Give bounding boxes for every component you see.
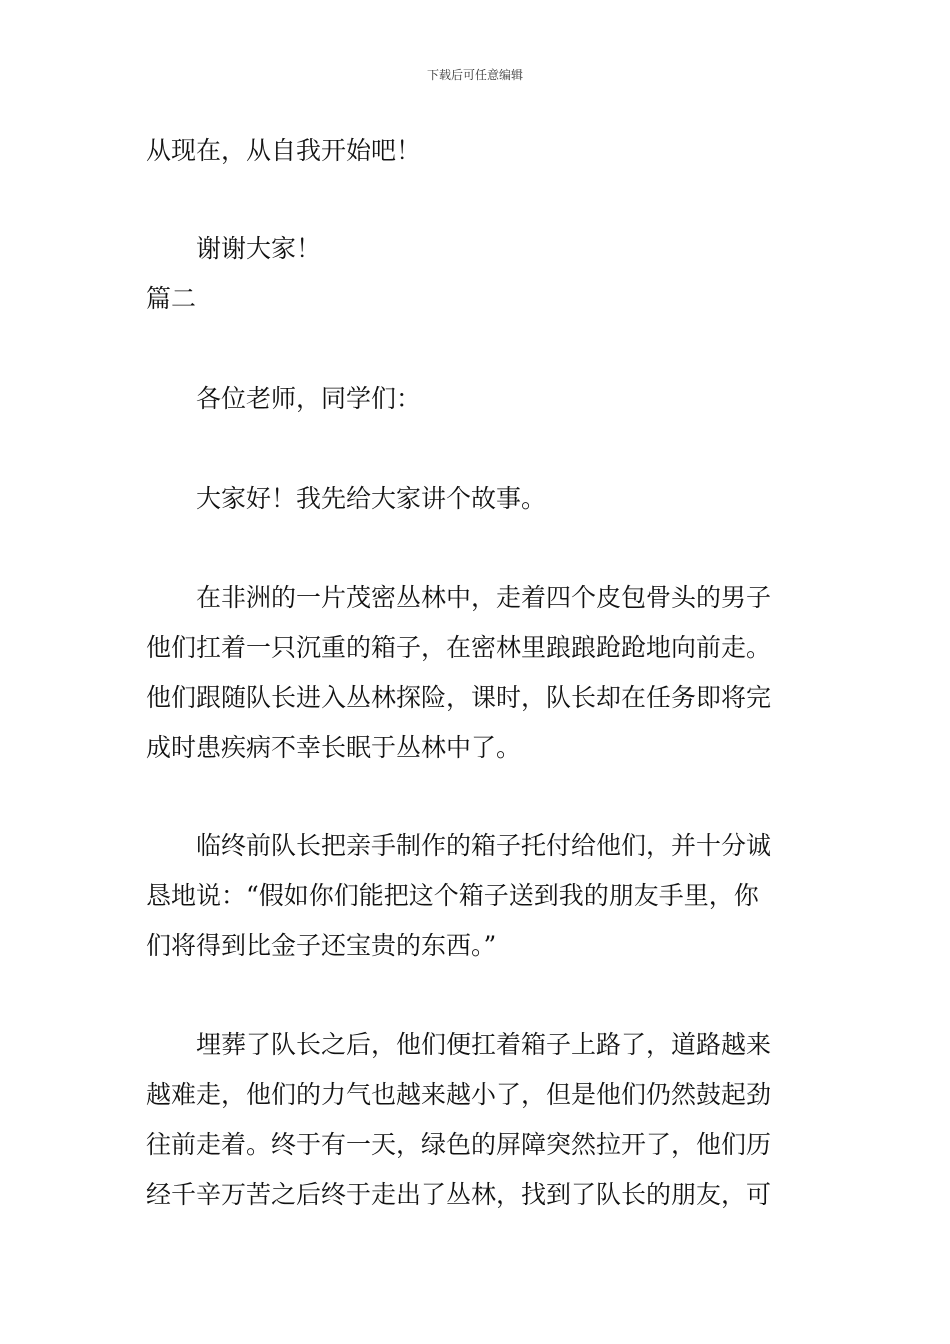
- text-line: 大家好！我先给大家讲个故事。: [196, 484, 547, 513]
- text-line: 越难走，他们的力气也越来越小了，但是他们仍然鼓起劲: [146, 1080, 772, 1109]
- text-line: 成时患疾病不幸长眠于丛林中了。: [146, 733, 522, 762]
- text-line: 恳地说：“假如你们能把这个箱子送到我的朋友手里，你: [146, 881, 759, 910]
- text-line: 各位老师，同学们：: [196, 384, 422, 413]
- text-line: 在非洲的一片茂密丛林中，走着四个皮包骨头的男子: [196, 583, 772, 612]
- text-line: 谢谢大家！: [196, 234, 322, 263]
- text-line: 临终前队长把亲手制作的箱子托付给他们，并十分诚: [196, 831, 772, 860]
- section-heading: 篇二: [146, 284, 197, 313]
- text-line: 他们跟随队长进入丛林探险，课时，队长却在任务即将完: [146, 683, 772, 712]
- text-line: 埋葬了队长之后，他们便扛着箱子上路了，道路越来: [196, 1030, 772, 1059]
- page-header: 下载后可任意编辑: [426, 68, 523, 82]
- text-line: 经千辛万苦之后终于走出了丛林，找到了队长的朋友，可: [146, 1180, 772, 1209]
- text-line: 他们扛着一只沉重的箱子，在密林里踉踉跄跄地向前走。: [146, 633, 772, 662]
- text-line: 往前走着。终于有一天，绿色的屏障突然拉开了，他们历: [146, 1130, 772, 1159]
- text-line: 从现在，从自我开始吧！: [146, 136, 422, 165]
- text-line: 们将得到比金子还宝贵的东西。”: [146, 931, 497, 960]
